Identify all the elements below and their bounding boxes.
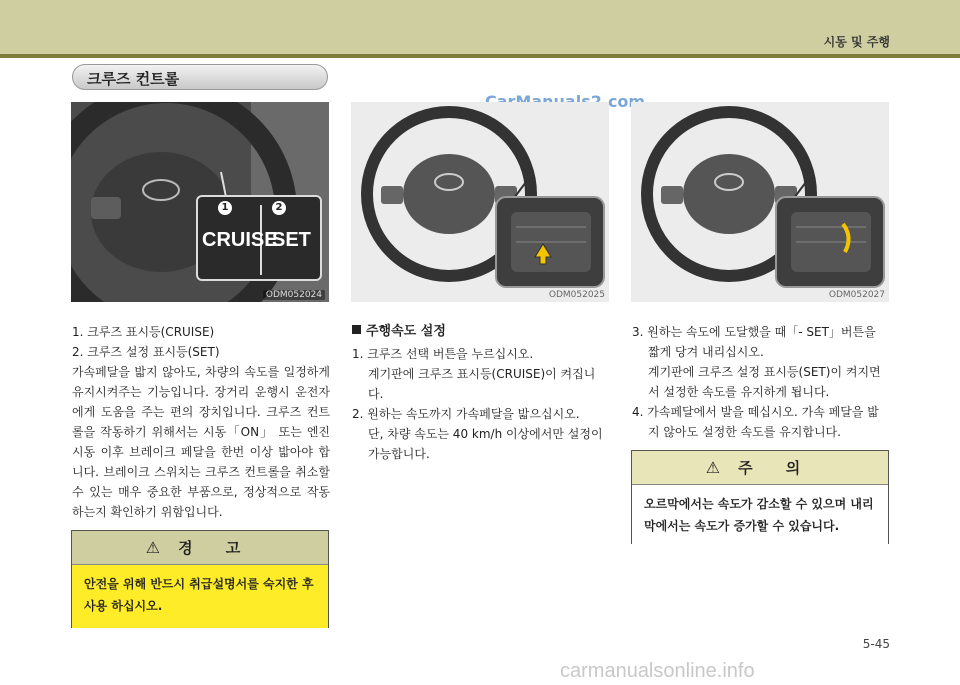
list-item-note: 계기판에 크루즈 표시등(CRUISE)이 켜집니다. <box>368 367 596 401</box>
caution-box-header <box>632 451 888 485</box>
header-divider <box>0 54 960 58</box>
steering-wheel-drawing-2 <box>351 102 609 302</box>
list-item: 4. 가속페달에서 발을 떼십시오. 가속 페달을 밟지 않아도 설정한 속도를 유지합니다. <box>632 405 879 439</box>
list-item-note: 단, 차량 속도는 40 km/h 이상에서만 설정이 가능합니다. <box>368 427 603 461</box>
list-item: 1. 크루즈 표시등(CRUISE) <box>72 325 215 339</box>
warning-triangle-icon: ⚠ <box>705 458 721 477</box>
photo-code: ODM052025 <box>548 290 605 300</box>
callout-number-2: 2 <box>272 201 286 215</box>
warning-box <box>71 530 329 628</box>
photo-code: ODM052024 <box>263 290 325 300</box>
sub-heading: 주행속도 설정 <box>352 322 610 342</box>
callout-number-1: 1 <box>218 201 232 215</box>
steering-wheel-set-lever-photo <box>631 102 889 302</box>
steering-wheel-drawing-3 <box>631 102 889 302</box>
list-item-note: 계기판에 크루즈 설정 표시등(SET)이 켜지면서 설정한 속도를 유지하게 됩니다. <box>648 365 881 399</box>
steering-wheel-cruise-button-photo <box>351 102 609 302</box>
intro-paragraph: 가속페달을 밟지 않아도, 차량의 속도를 일정하게 유지시켜주는 기능입니다. 장거리 운행시 운전자에게 도움을 주는 편의 장치입니다. 크루즈 컨트롤을 작동하기 위해서는 시동「ON」 또는 엔진 시동 이후 브레이크 페달을 한번 이상 밟아야 합니다. 브레이크 스위치는 크루즈 컨트롤을 취소할 수 있는 매우 중요한 부품으로, 정상적으로 작동하는지 확인하기 위함입니다. <box>72 365 330 519</box>
caution-box <box>631 450 889 544</box>
warning-triangle-icon: ⚠ <box>145 538 161 557</box>
column-2 <box>352 322 610 464</box>
list-item: 3. 원하는 속도에 도달했을 때「- SET」버튼을 짧게 당겨 내리십시오. <box>632 325 876 359</box>
list-item: 2. 크루즈 설정 표시등(SET) <box>72 345 220 359</box>
photo-code: ODM052027 <box>828 290 885 300</box>
section-title-pill <box>72 64 328 90</box>
cruise-indicator-callout <box>196 195 322 281</box>
square-bullet-icon <box>352 325 361 334</box>
header-band <box>0 0 960 54</box>
caution-title: 주 의 <box>738 459 815 477</box>
column-3 <box>632 322 890 442</box>
section-title: 크루즈 컨트롤 <box>87 70 180 88</box>
page-number: 5-45 <box>862 637 890 651</box>
list-item: 1. 크루즈 선택 버튼을 누르십시오. <box>352 347 534 361</box>
warning-box-header <box>72 531 328 565</box>
steering-wheel-closeup-photo <box>71 102 329 302</box>
cruise-indicator-label: CRUISE <box>202 229 278 251</box>
list-item: 2. 원하는 속도까지 가속페달을 밟으십시오. <box>352 407 580 421</box>
caution-body: 오르막에서는 속도가 감소할 수 있으며 내리막에서는 속도가 증가할 수 있습니다. <box>632 485 888 544</box>
footer-watermark: carmanualsonline.info <box>560 660 755 682</box>
set-indicator-label: SET <box>272 229 311 251</box>
warning-title: 경 고 <box>178 539 255 557</box>
warning-body: 안전을 위해 반드시 취급설명서를 숙지한 후 사용 하십시오. <box>72 565 328 628</box>
column-1 <box>72 322 330 522</box>
page-header-title: 시동 및 주행 <box>823 35 890 49</box>
